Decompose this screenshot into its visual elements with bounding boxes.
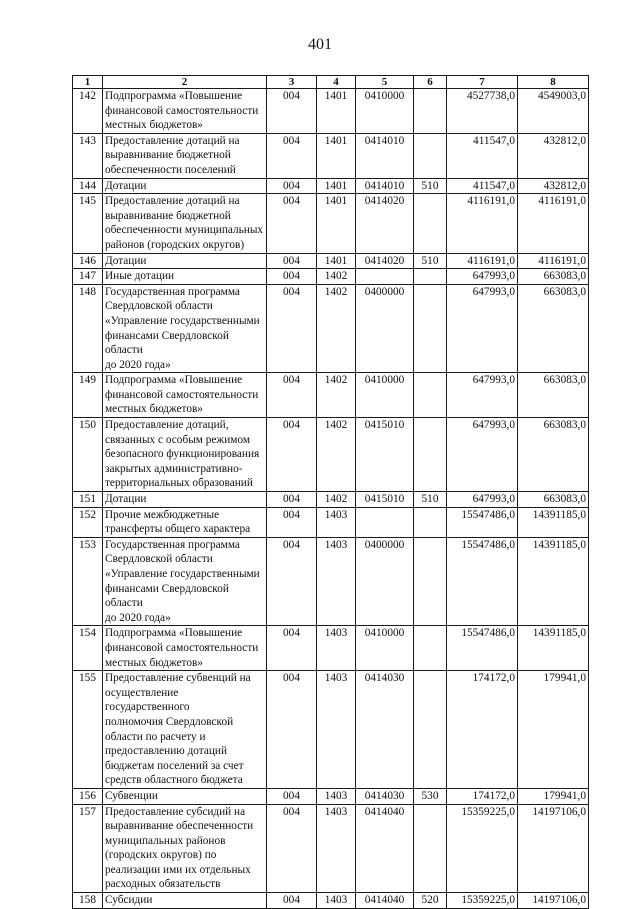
row-value-col-8: 663083,0	[518, 269, 589, 285]
row-value-col-8: 4116191,0	[518, 253, 589, 269]
row-name-line: закрытых административно-	[105, 462, 243, 475]
table-row	[73, 507, 589, 537]
row-name-line: Предоставление дотаций на	[105, 134, 240, 147]
row-name-line: безопасного функционирования	[105, 448, 260, 461]
header-col-7: 7	[447, 76, 518, 89]
row-name	[103, 253, 267, 269]
row-col-3: 004	[267, 537, 317, 626]
table-row	[73, 893, 589, 909]
row-value-col-7: 411547,0	[447, 178, 518, 194]
row-col-6	[414, 89, 447, 134]
row-name-line: местных бюджетов»	[105, 403, 203, 416]
row-col-4: 1401	[317, 194, 356, 253]
row-col-5: 0414030	[356, 671, 414, 789]
row-col-6: 530	[414, 788, 447, 804]
row-name-line: бюджетам поселений за счет	[105, 759, 244, 772]
row-col-3: 004	[267, 194, 317, 253]
row-col-3: 004	[267, 89, 317, 134]
row-col-4: 1403	[317, 671, 356, 789]
row-name	[103, 284, 267, 373]
header-col-4: 4	[317, 76, 356, 89]
row-col-5	[356, 507, 414, 537]
row-col-6	[414, 671, 447, 789]
row-col-4: 1401	[317, 178, 356, 194]
row-value-col-7: 647993,0	[447, 269, 518, 285]
row-name-line: обеспеченности поселений	[105, 163, 236, 176]
row-number: 147	[73, 269, 103, 285]
row-name-line: Прочие межбюджетные	[105, 508, 220, 521]
row-value-col-8: 14197106,0	[518, 893, 589, 909]
row-col-5: 0400000	[356, 537, 414, 626]
row-col-3: 004	[267, 788, 317, 804]
row-name-line: выравнивание бюджетной	[105, 149, 231, 162]
row-value-col-7: 647993,0	[447, 373, 518, 418]
row-name	[103, 418, 267, 492]
row-name-line: Субвенции	[105, 789, 158, 802]
row-col-3: 004	[267, 671, 317, 789]
row-col-6	[414, 418, 447, 492]
row-col-4: 1403	[317, 537, 356, 626]
row-value-col-8: 14391185,0	[518, 626, 589, 671]
row-col-4: 1402	[317, 418, 356, 492]
header-col-3: 3	[267, 76, 317, 89]
row-name-line: местных бюджетов»	[105, 656, 203, 669]
row-number: 146	[73, 253, 103, 269]
table-row	[73, 89, 589, 134]
row-name-line: финансовой самостоятельности	[105, 104, 259, 117]
row-name	[103, 178, 267, 194]
row-value-col-7: 15547486,0	[447, 626, 518, 671]
row-col-6: 520	[414, 893, 447, 909]
row-name-line: Подпрограмма «Повышение	[105, 374, 243, 387]
row-value-col-7: 4116191,0	[447, 253, 518, 269]
row-name-line: расходных обязательств	[105, 878, 221, 891]
row-col-5: 0410000	[356, 626, 414, 671]
row-name-line: Свердловской области	[105, 553, 213, 566]
row-name	[103, 804, 267, 893]
row-col-3: 004	[267, 507, 317, 537]
row-value-col-7: 174172,0	[447, 788, 518, 804]
table-body	[73, 89, 589, 909]
row-number: 155	[73, 671, 103, 789]
row-name-line: «Управление государственными	[105, 568, 260, 580]
row-col-6	[414, 507, 447, 537]
row-name-line: Предоставление субвенций на	[105, 672, 251, 685]
row-name	[103, 537, 267, 626]
row-value-col-8: 179941,0	[518, 788, 589, 804]
row-col-6	[414, 269, 447, 285]
row-col-5: 0400000	[356, 284, 414, 373]
table-row	[73, 284, 589, 373]
row-col-3: 004	[267, 893, 317, 909]
row-col-6	[414, 626, 447, 671]
row-name-line: Дотации	[105, 493, 147, 506]
row-name-line: местных бюджетов»	[105, 119, 203, 132]
row-value-col-7: 174172,0	[447, 671, 518, 789]
row-col-6	[414, 284, 447, 373]
row-name-line: Государственная программа	[105, 285, 240, 298]
row-name-line: связанных с особым режимом	[105, 433, 251, 446]
row-name	[103, 194, 267, 253]
row-col-6	[414, 804, 447, 893]
row-name-line: до 2020 года»	[105, 611, 171, 624]
header-col-6: 6	[414, 76, 447, 89]
row-col-5: 0414020	[356, 253, 414, 269]
row-value-col-8: 663083,0	[518, 284, 589, 373]
row-name-line: Иные дотации	[105, 270, 175, 283]
table-row	[73, 373, 589, 418]
table-row	[73, 537, 589, 626]
row-name-line: реализации ими их отдельных	[105, 863, 251, 876]
row-name	[103, 671, 267, 789]
row-col-3: 004	[267, 133, 317, 178]
row-number: 148	[73, 284, 103, 373]
row-name-line: предоставлению дотаций	[105, 745, 228, 758]
row-col-5: 0414030	[356, 788, 414, 804]
row-name-line: обеспеченности муниципальных	[105, 224, 264, 237]
row-col-5: 0410000	[356, 373, 414, 418]
row-name-line: финансовой самостоятельности	[105, 388, 259, 401]
row-col-3: 004	[267, 373, 317, 418]
row-number: 145	[73, 194, 103, 253]
row-col-5: 0415010	[356, 492, 414, 508]
row-name	[103, 788, 267, 804]
row-col-5	[356, 269, 414, 285]
row-value-col-8: 663083,0	[518, 418, 589, 492]
row-col-3: 004	[267, 269, 317, 285]
row-col-5: 0414010	[356, 133, 414, 178]
table-row	[73, 418, 589, 492]
row-name-line: Субсидии	[105, 894, 153, 907]
row-name-line: (городских округов) по	[105, 849, 217, 862]
table-row	[73, 133, 589, 178]
row-name-line: выравнивание обеспеченности	[105, 820, 254, 833]
row-name	[103, 626, 267, 671]
budget-table	[72, 75, 589, 909]
row-number: 157	[73, 804, 103, 893]
table-row	[73, 671, 589, 789]
row-name-line: выравнивание бюджетной	[105, 209, 231, 222]
row-value-col-8: 14391185,0	[518, 537, 589, 626]
header-col-1: 1	[73, 76, 103, 89]
row-name-line: осуществление государственного	[105, 686, 190, 714]
row-name-line: области по расчету и	[105, 730, 206, 743]
row-number: 143	[73, 133, 103, 178]
row-name-line: финансовой самостоятельности	[105, 641, 259, 654]
row-name-line: Предоставление субсидий на	[105, 805, 246, 818]
row-value-col-8: 663083,0	[518, 373, 589, 418]
row-name-line: муниципальных районов	[105, 834, 226, 847]
row-name	[103, 269, 267, 285]
row-name-line: финансами Свердловской области	[105, 329, 229, 357]
row-name	[103, 507, 267, 537]
row-name-line: «Управление государственными	[105, 314, 260, 327]
header-col-5: 5	[356, 76, 414, 89]
row-name-line: Дотации	[105, 254, 147, 267]
row-number: 153	[73, 537, 103, 626]
row-col-3: 004	[267, 418, 317, 492]
row-name-line: полномочия Свердловской	[105, 715, 234, 728]
row-number: 150	[73, 418, 103, 492]
row-value-col-7: 15359225,0	[447, 893, 518, 909]
row-col-4: 1402	[317, 269, 356, 285]
row-name-line: Подпрограмма «Повышение	[105, 90, 243, 102]
table-row	[73, 178, 589, 194]
row-col-3: 004	[267, 804, 317, 893]
header-col-2: 2	[103, 76, 267, 89]
row-value-col-7: 647993,0	[447, 492, 518, 508]
header-col-8: 8	[518, 76, 589, 89]
row-name-line: территориальных образований	[105, 477, 253, 490]
row-name-line: Предоставление дотаций,	[105, 419, 229, 432]
page-number: 401	[308, 36, 332, 53]
row-name-line: Предоставление дотаций на	[105, 195, 240, 208]
row-value-col-7: 411547,0	[447, 133, 518, 178]
row-col-4: 1401	[317, 253, 356, 269]
row-col-5: 0414040	[356, 804, 414, 893]
row-col-6: 510	[414, 492, 447, 508]
row-value-col-8: 14197106,0	[518, 804, 589, 893]
row-value-col-7: 15359225,0	[447, 804, 518, 893]
row-value-col-7: 647993,0	[447, 418, 518, 492]
row-col-4: 1401	[317, 89, 356, 134]
row-col-5: 0414020	[356, 194, 414, 253]
row-col-6	[414, 194, 447, 253]
row-name-line: средств областного бюджета	[105, 774, 243, 787]
row-col-6	[414, 373, 447, 418]
row-col-6	[414, 537, 447, 626]
row-value-col-8: 432812,0	[518, 133, 589, 178]
row-col-6	[414, 133, 447, 178]
table-row	[73, 492, 589, 508]
row-number: 156	[73, 788, 103, 804]
row-col-5: 0414040	[356, 893, 414, 909]
row-value-col-7: 15547486,0	[447, 507, 518, 537]
row-name-line: Свердловской области	[105, 300, 213, 313]
row-number: 151	[73, 492, 103, 508]
row-value-col-7: 4527738,0	[447, 89, 518, 134]
row-col-5: 0415010	[356, 418, 414, 492]
row-number: 149	[73, 373, 103, 418]
table-row	[73, 788, 589, 804]
row-value-col-8: 663083,0	[518, 492, 589, 508]
row-name-line: Государственная программа	[105, 538, 240, 551]
row-col-4: 1403	[317, 893, 356, 909]
row-name	[103, 133, 267, 178]
row-value-col-8: 4116191,0	[518, 194, 589, 253]
row-col-5: 0410000	[356, 89, 414, 134]
row-name-line: районов (городских округов)	[105, 238, 245, 251]
row-col-4: 1403	[317, 507, 356, 537]
table-row	[73, 269, 589, 285]
table-row	[73, 804, 589, 893]
row-col-6: 510	[414, 178, 447, 194]
table-row	[73, 253, 589, 269]
table-row	[73, 626, 589, 671]
row-number: 154	[73, 626, 103, 671]
row-value-col-7: 4116191,0	[447, 194, 518, 253]
row-col-3: 004	[267, 284, 317, 373]
row-col-4: 1402	[317, 373, 356, 418]
row-col-3: 004	[267, 253, 317, 269]
table-row	[73, 194, 589, 253]
row-value-col-8: 14391185,0	[518, 507, 589, 537]
row-name-line: Подпрограмма «Повышение	[105, 627, 243, 640]
row-col-4: 1403	[317, 626, 356, 671]
row-value-col-8: 179941,0	[518, 671, 589, 789]
row-col-3: 004	[267, 492, 317, 508]
row-col-4: 1402	[317, 284, 356, 373]
row-col-3: 004	[267, 178, 317, 194]
row-number: 152	[73, 507, 103, 537]
row-col-4: 1403	[317, 788, 356, 804]
row-name-line: трансферты общего характера	[105, 523, 251, 536]
row-name	[103, 492, 267, 508]
row-col-6: 510	[414, 253, 447, 269]
row-name	[103, 373, 267, 418]
row-name-line: Дотации	[105, 179, 147, 192]
row-number: 158	[73, 893, 103, 909]
table-header-row	[73, 76, 589, 89]
row-col-4: 1403	[317, 804, 356, 893]
row-col-5: 0414010	[356, 178, 414, 194]
row-col-3: 004	[267, 626, 317, 671]
row-value-col-7: 647993,0	[447, 284, 518, 373]
row-name	[103, 893, 267, 909]
row-number: 142	[73, 89, 103, 134]
row-name-line: финансами Свердловской области	[105, 582, 229, 610]
row-col-4: 1401	[317, 133, 356, 178]
row-name-line: до 2020 года»	[105, 358, 171, 371]
row-value-col-7: 15547486,0	[447, 537, 518, 626]
row-value-col-8: 432812,0	[518, 178, 589, 194]
row-col-4: 1402	[317, 492, 356, 508]
row-name	[103, 89, 267, 134]
row-value-col-8: 4549003,0	[518, 89, 589, 134]
row-number: 144	[73, 178, 103, 194]
